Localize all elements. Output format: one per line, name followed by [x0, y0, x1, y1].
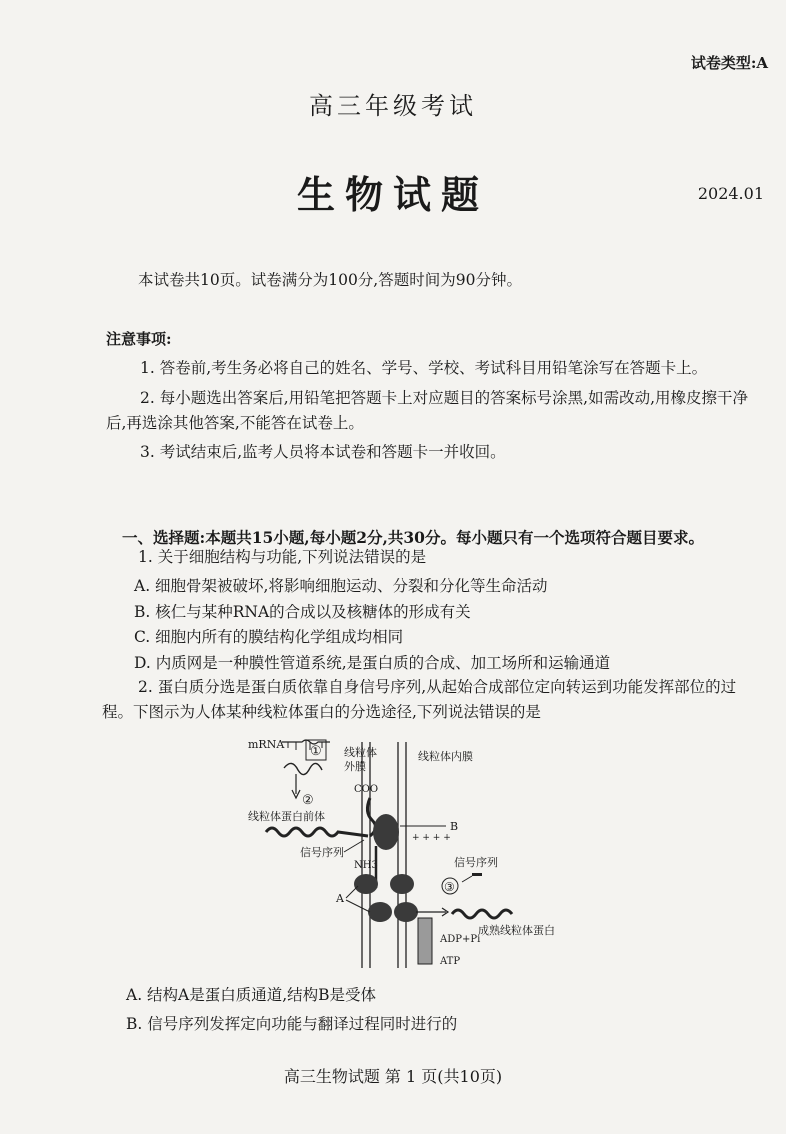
notice-item: 1. 答卷前,考生务必将自己的姓名、学号、学校、考试科目用铅笔涂写在答题卡上。	[140, 359, 708, 377]
label-step-3: ③	[444, 880, 455, 894]
label-inner-membrane: 线粒体内膜	[418, 750, 473, 763]
label-atp: ATP	[440, 956, 461, 967]
channel-a-lower-right	[394, 902, 418, 922]
page-footer: 高三生物试题 第 1 页(共10页)	[283, 1067, 503, 1086]
atp-pump	[418, 918, 432, 964]
label-mrna: mRNA	[248, 738, 285, 751]
question-2-option-b: B. 信号序列发挥定向功能与翻译过程同时进行的	[126, 1015, 458, 1033]
receptor-b	[373, 814, 399, 850]
channel-a-outer	[354, 874, 378, 894]
mitochondrial-protein-sorting-diagram	[240, 728, 600, 978]
question-1-option-d: D. 内质网是一种膜性管道系统,是蛋白质的合成、加工场所和运输通道	[134, 654, 611, 672]
paper-type-label: 试卷类型:A	[690, 54, 768, 72]
pointer-a-bottom	[346, 900, 370, 912]
question-1-stem: 1. 关于细胞结构与功能,下列说法错误的是	[138, 548, 427, 566]
channel-a-lower-left	[368, 902, 392, 922]
exam-title: 生物试题	[296, 172, 489, 217]
exam-subtitle: 高三年级考试	[309, 92, 477, 120]
notice-item: 2. 每小题选出答案后,用铅笔把答题卡上对应题目的答案标号涂黑,如需改动,用橡皮擦干净后,再选涂其他答案,不能答在试卷上。	[106, 389, 748, 432]
label-mature-protein: 成熟线粒体蛋白	[478, 924, 555, 937]
label-precursor: 线粒体蛋白前体	[248, 810, 325, 823]
label-plus-signs: + + + +	[412, 833, 451, 843]
label-outer-membrane: 外膜	[344, 760, 366, 773]
label-step-2: ②	[302, 793, 314, 808]
label-step-1: ①	[310, 744, 322, 759]
arrow-step-3	[462, 876, 472, 882]
exam-date: 2024.01	[697, 184, 764, 203]
channel-a-inner	[390, 874, 414, 894]
label-adp: ADP+Pi	[440, 934, 481, 945]
label-coo: COO	[354, 784, 379, 795]
label-signal-seq: 信号序列	[454, 856, 498, 869]
intermediate-chain	[284, 763, 322, 774]
label-b: B	[450, 820, 459, 833]
label-outer-membrane: 线粒体	[344, 746, 377, 759]
label-signal-seq: 信号序列	[300, 846, 344, 859]
signal-seq-pointer	[344, 840, 364, 852]
notice-heading: 注意事项:	[106, 330, 172, 348]
question-2-stem: 2. 蛋白质分选是蛋白质依靠自身信号序列,从起始合成部位定向转运到功能发挥部位的过程。下图示为人体某种线粒体蛋白的分选途径,下列说法错误的是	[102, 678, 737, 721]
notice-item: 3. 考试结束后,监考人员将本试卷和答题卡一并收回。	[140, 443, 506, 461]
label-nh3: NH3	[354, 860, 378, 871]
mature-protein-chain	[452, 910, 512, 918]
cleaved-signal-seq	[472, 873, 482, 876]
section-heading: 一、选择题:本题共15小题,每小题2分,共30分。每小题只有一个选项符合题目要求。	[122, 528, 704, 547]
intro-text: 本试卷共10页。试卷满分为100分,答题时间为90分钟。	[138, 271, 522, 289]
question-1-option-a: A. 细胞骨架被破坏,将影响细胞运动、分裂和分化等生命活动	[134, 577, 548, 595]
precursor-chain	[266, 828, 368, 836]
label-a: A	[336, 892, 344, 905]
pointer-a-top	[346, 886, 358, 898]
question-2-option-a: A. 结构A是蛋白质通道,结构B是受体	[126, 986, 377, 1004]
question-1-option-b: B. 核仁与某种RNA的合成以及核糖体的形成有关	[134, 603, 471, 621]
question-1-option-c: C. 细胞内所有的膜结构化学组成均相同	[134, 628, 404, 646]
